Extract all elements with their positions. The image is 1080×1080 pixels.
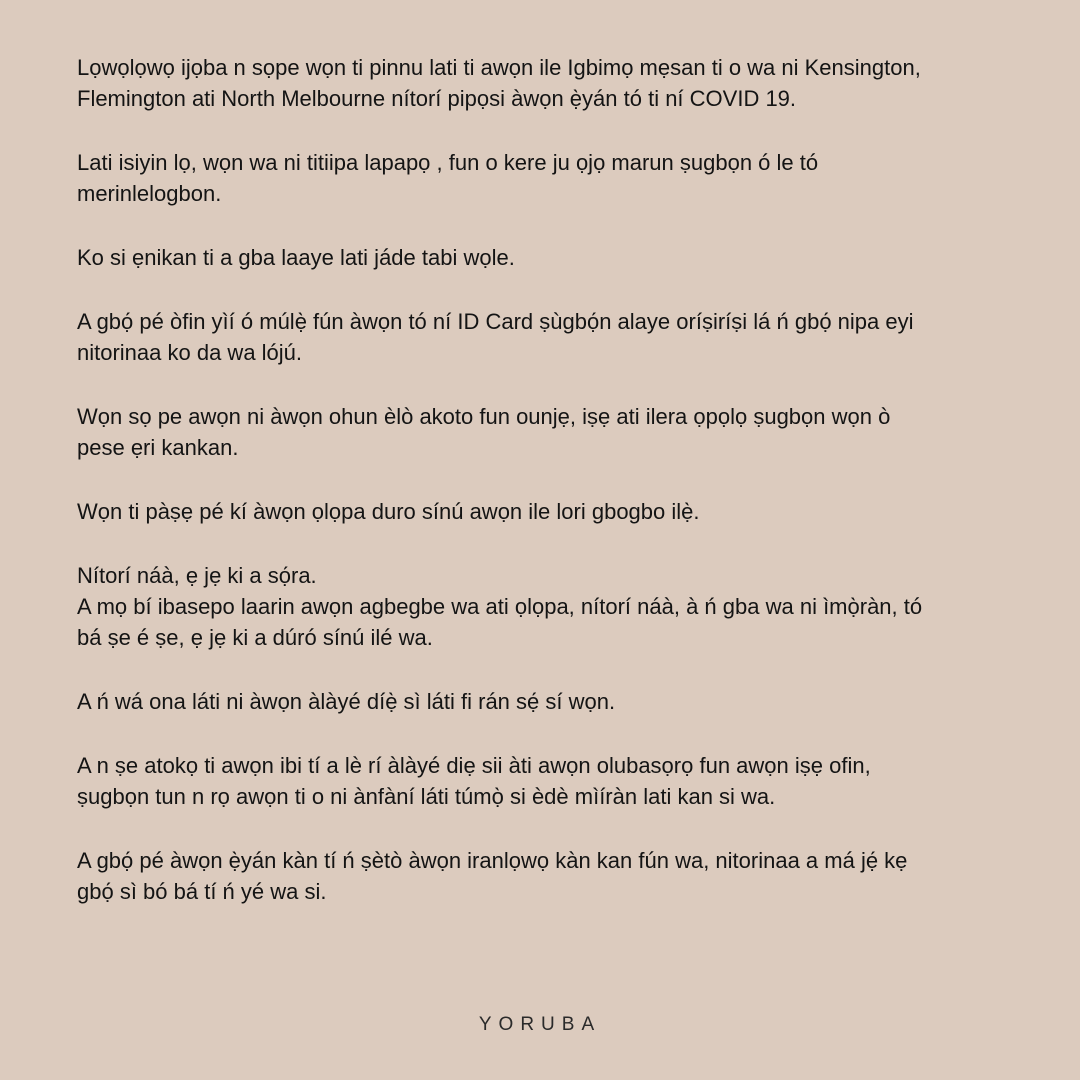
- paragraph-1: [77, 52, 1012, 114]
- text-line: A n ṣe atokọ ti awọn ibi tí a lè rí àlàyé diẹ sii àti awọn olubasọrọ fun awọn iṣẹ ofin,: [77, 753, 871, 778]
- paragraph-2: [77, 147, 1012, 209]
- language-label: YORUBA: [478, 1014, 602, 1035]
- paragraph-10: [77, 845, 1012, 907]
- paragraph-8: [77, 686, 1012, 717]
- text-line: A ń wá ona láti ni àwọn àlàyé díẹ̀ sì láti fi rán sẹ́ sí wọn.: [77, 689, 616, 714]
- text-line: A gbọ́ pé àwọn ẹ̀yán kàn tí ń ṣètò àwọn iranlọwọ kàn kan fún wa, nitorinaa a má jẹ́ kẹ: [77, 848, 908, 873]
- text-line: Ko si ẹnikan ti a gba laaye lati jáde tabi wọle.: [77, 245, 515, 270]
- paragraph-7: [77, 560, 1012, 653]
- text-line: pese ẹri kankan.: [77, 435, 239, 460]
- text-line: merinlelogbon.: [77, 181, 222, 206]
- text-line: A gbọ́ pé òfin yìí ó múlẹ̀ fún àwọn tó ní ID Card ṣùgbọ́n alaye oríṣiríṣi lá ń gbọ́ nipa eyi: [77, 309, 914, 334]
- text-line: Lọwọlọwọ ijọba n sọpe wọn ti pinnu lati ti awọn ile Igbimọ mẹsan ti o wa ni Kensington,: [77, 55, 921, 80]
- text-line: bá ṣe é ṣe, ẹ jẹ ki a dúró sínú ilé wa.: [77, 625, 433, 650]
- paragraph-3: [77, 242, 1012, 273]
- text-line: nitorinaa ko da wa lójú.: [77, 340, 303, 365]
- announcement-body: [77, 52, 1012, 940]
- text-line: Wọn sọ pe awọn ni àwọn ohun èlò akoto fun ounjẹ, iṣẹ ati ilera ọpọlọ ṣugbọn wọn ò: [77, 404, 891, 429]
- paragraph-5: [77, 401, 1012, 463]
- text-line: Flemington ati North Melbourne nítorí pipọsi àwọn ẹ̀yán tó ti ní COVID 19.: [77, 86, 797, 111]
- text-line: A mọ bí ibasepo laarin awọn agbegbe wa ati ọlọpa, nítorí náà, à ń gba wa ni ìmọ̀ràn, tó: [77, 594, 923, 619]
- paragraph-9: [77, 750, 1012, 812]
- paragraph-4: [77, 306, 1012, 368]
- paragraph-6: [77, 496, 1012, 527]
- text-line: ṣugbọn tun n rọ awọn ti o ni ànfàní láti túmọ̀ si èdè mìíràn lati kan si wa.: [77, 784, 776, 809]
- text-line: Wọn ti pàṣẹ pé kí àwọn ọlọpa duro sínú awọn ile lori gbogbo ilẹ̀.: [77, 499, 700, 524]
- text-line: Nítorí náà, ẹ jẹ ki a sọ́ra.: [77, 563, 317, 588]
- text-line: gbọ́ sì bó bá tí ń yé wa si.: [77, 879, 327, 904]
- text-line: Lati isiyin lọ, wọn wa ni titiipa lapapọ , fun o kere ju ọjọ marun ṣugbọn ó le tó: [77, 150, 819, 175]
